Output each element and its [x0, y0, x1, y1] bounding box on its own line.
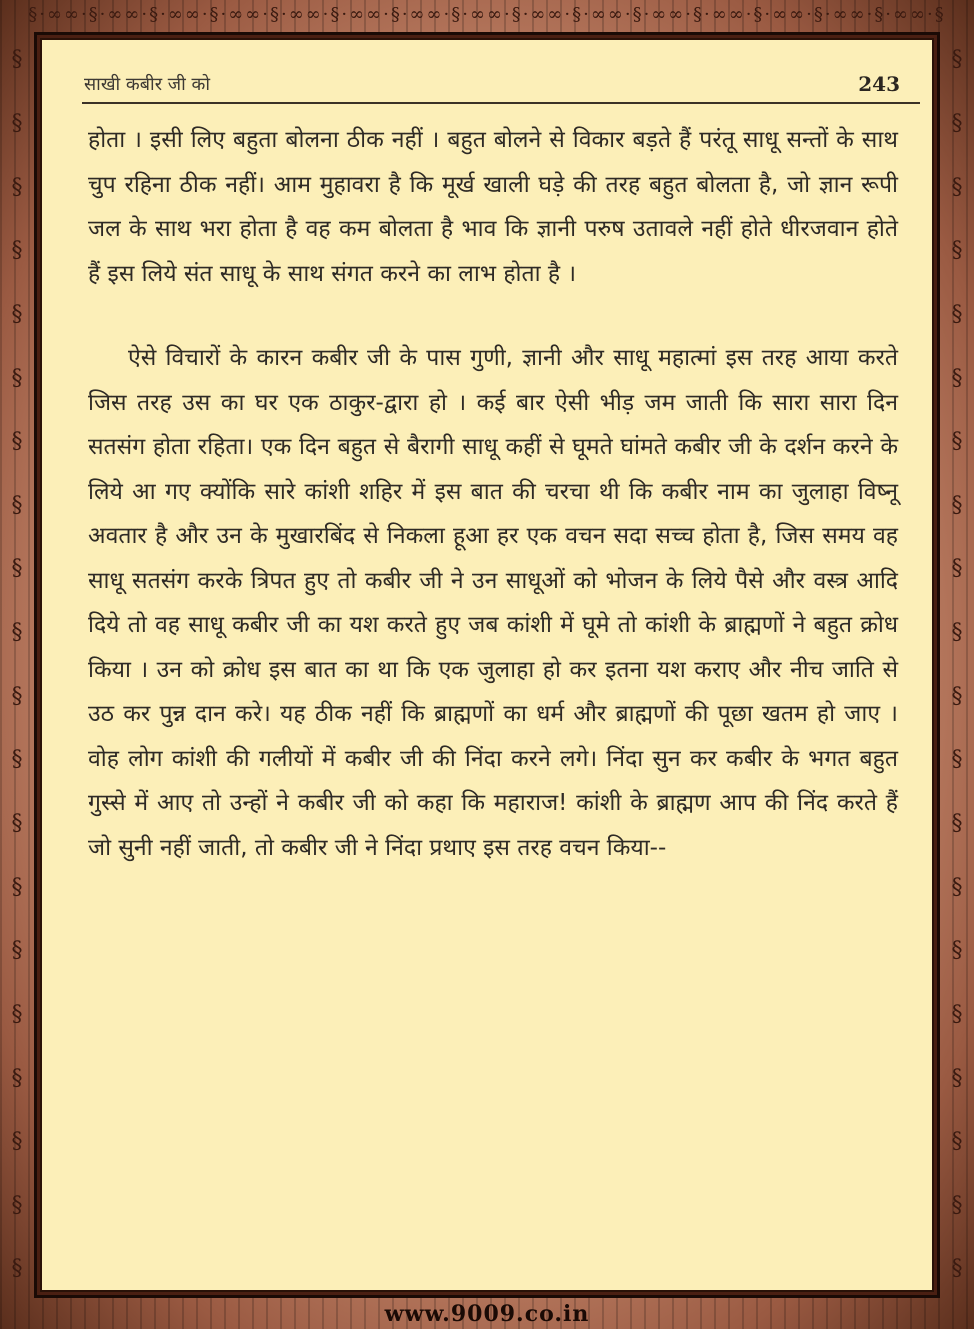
page-number: 243 — [858, 72, 900, 96]
frame-left-ornament: § § § § § § § § § § § § § § § § § § § § — [11, 47, 23, 1282]
page-body — [88, 118, 898, 870]
book-page — [40, 38, 934, 1292]
frame-top-ornament: §·∞∞·§·∞∞·§·∞∞·§·∞∞·§·∞∞·§·∞∞·§·∞∞·§·∞∞·§·∞∞·§·∞∞·§·∞∞·§·∞∞·§·∞∞·§·∞∞·§·∞∞·§ — [28, 3, 946, 25]
paragraph-2: ऐसे विचारों के कारन कबीर जी के पास गुणी, ज्ञानी और साधू महात्मां इस तरह आया करते जिस तरह उस का घर एक ठाकुर-द्वारा हो । कई बार ऐसी भीड़ जम जाती कि सारा सारा दिन सतसंग होता रहिता। एक दिन बहुत से बैरागी साधू कहीं से घूमते घांमते कबीर जी के दर्शन करने के लिये आ गए क्योंकि सारे कांशी शहिर में इस बात की चरचा थी कि कबीर नाम का जुलाहा विष्नू अवतार है और उन के मुखारबिंद से निकला हूआ हर एक वचन सदा सच्च होता है, जिस समय वह साधू सतसंग करके त्रिपत हुए तो कबीर जी ने उन साधूओं को भोजन के लिये पैसे और वस्त्र आदि दिये तो वह साधू कबीर जी का यश करते हुए जब कांशी में घूमे तो कांशी के ब्राह्मणों ने बहुत क्रोध किया । उन को क्रोध इस बात का था कि एक जुलाहा हो कर इतना यश कराए और नीच जाति से उठ कर पुन्न दान करे। यह ठीक नहीं कि ब्राह्मणों का धर्म और ब्राह्मणों की पूछा खतम हो जाए । वोह लोग कांशी की गलीयों में कबीर जी की निंदा करने लगे। निंदा सुन कर कबीर के भगत बहुत गुस्से में आए तो उन्हों ने कबीर जी को कहा कि महाराज! कांशी के ब्राह्मण आप की निंद करते हैं जो सुनी नहीं जाती, तो कबीर जी ने निंदा प्रथाए इस तरह वचन किया-- — [88, 345, 898, 861]
running-title: साखी कबीर जी को — [84, 74, 211, 95]
website-url: www.9009.co.in — [384, 1301, 590, 1327]
page-header — [82, 66, 920, 104]
frame-right-ornament: § § § § § § § § § § § § § § § § § § § § — [951, 47, 963, 1282]
paragraph-1: होता । इसी लिए बहुता बोलना ठीक नहीं । बहुत बोलने से विकार बड़ते हैं परंतू साधू सन्तों के साथ चुप रहिना ठीक नहीं। आम मुहावरा है कि मूर्ख खाली घड़े की तरह बहुत बोलता है, जो ज्ञान रूपी जल के साथ भरा होता है वह कम बोलता है भाव कि ज्ञानी परुष उतावले नहीं होते धीरजवान होते हैं इस लिये संत साधू के साथ संगत करने का लाभ होता है । — [88, 127, 898, 287]
